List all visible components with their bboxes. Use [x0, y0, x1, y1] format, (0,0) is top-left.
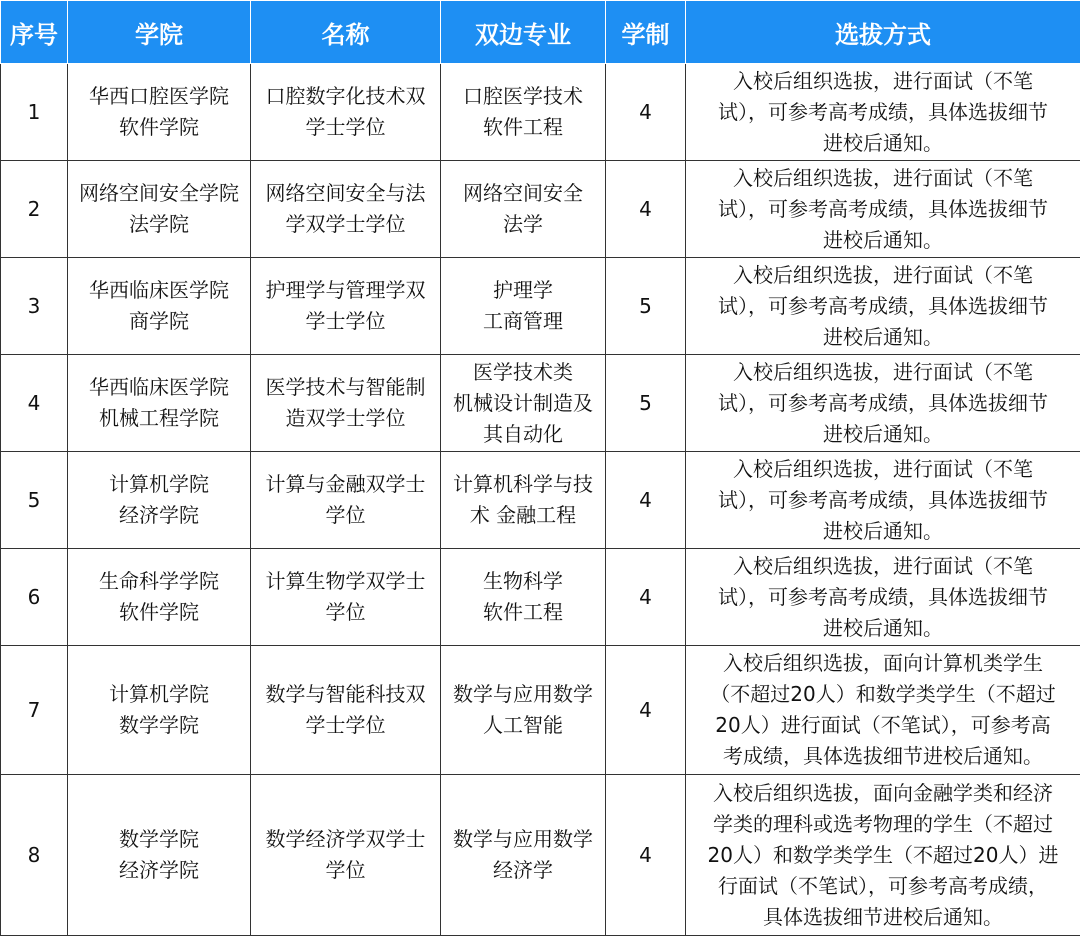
cell-years: 5 [606, 258, 686, 355]
cell-name-line: 造双学士学位 [285, 406, 406, 430]
cell-college-line: 生命科学学院 [99, 569, 219, 593]
cell-majors-line: 软件工程 [483, 115, 563, 139]
cell-name-line: 学士学位 [305, 309, 386, 333]
cell-method-line: 20人）进行面试（不笔试），可参考高 [715, 713, 1051, 737]
cell-college [68, 775, 251, 936]
cell-method-line: 入校后组织选拔，进行面试（不笔 [733, 553, 1033, 578]
header-college: 学院 [68, 1, 251, 64]
cell-method-line: 进校后通知。 [823, 227, 943, 252]
cell-majors [441, 355, 606, 452]
cell-college-line: 数学学院 [119, 827, 199, 851]
cell-college [68, 64, 251, 161]
cell-name-line: 网络空间安全与法 [265, 181, 426, 205]
table-row [1, 355, 1080, 452]
cell-method-line: 试），可参考高考成绩，具体选拔细节 [718, 196, 1048, 221]
cell-college-line: 机械工程学院 [99, 406, 219, 430]
cell-college-line: 软件学院 [119, 600, 199, 624]
table-header-row [1, 1, 1080, 64]
cell-name-line: 学位 [325, 503, 366, 527]
cell-majors-line: 机械设计制造及 [453, 390, 593, 415]
cell-method [686, 355, 1080, 452]
cell-years: 4 [606, 646, 686, 775]
cell-majors-line: 软件工程 [483, 600, 563, 624]
cell-name [251, 355, 441, 452]
cell-years: 4 [606, 161, 686, 258]
cell-majors-line: 数学与应用数学 [453, 827, 593, 851]
cell-name-line: 学位 [325, 600, 366, 624]
cell-method [686, 64, 1080, 161]
cell-majors-line: 人工智能 [483, 713, 563, 737]
cell-majors-line: 经济学 [493, 858, 553, 882]
cell-name [251, 452, 441, 549]
cell-no: 5 [1, 452, 68, 549]
cell-majors [441, 549, 606, 646]
cell-no: 4 [1, 355, 68, 452]
cell-no: 8 [1, 775, 68, 936]
cell-college-line: 计算机学院 [109, 682, 209, 706]
cell-name-line: 医学技术与智能制 [265, 375, 426, 399]
cell-college [68, 355, 251, 452]
cell-no: 1 [1, 64, 68, 161]
cell-method [686, 161, 1080, 258]
cell-method-line: 考成绩，具体选拔细节进校后通知。 [723, 744, 1043, 768]
cell-name [251, 258, 441, 355]
cell-majors-line: 计算机科学与技 [453, 472, 593, 496]
cell-college-line: 软件学院 [119, 115, 199, 139]
cell-method [686, 258, 1080, 355]
cell-method-line: 试），可参考高考成绩，具体选拔细节 [718, 584, 1048, 609]
cell-name-line: 数学与智能科技双 [265, 682, 426, 706]
cell-college-line: 华西临床医学院 [89, 375, 229, 399]
cell-majors [441, 775, 606, 936]
cell-method-line: 20人）和数学类学生（不超过20人）进 [707, 842, 1059, 867]
cell-method-line: 试），可参考高考成绩，具体选拔细节 [718, 487, 1048, 512]
cell-college [68, 258, 251, 355]
cell-majors-line: 工商管理 [483, 309, 563, 333]
cell-method-line: 具体选拔细节进校后通知。 [763, 904, 1003, 929]
header-years: 学制 [606, 1, 686, 64]
table-row [1, 775, 1080, 936]
cell-name [251, 775, 441, 936]
cell-method-line: 进校后通知。 [823, 130, 943, 155]
table-row [1, 452, 1080, 549]
table-row [1, 549, 1080, 646]
cell-name-line: 口腔数字化技术双 [265, 84, 426, 108]
cell-years: 5 [606, 355, 686, 452]
cell-majors-line: 其自动化 [483, 421, 563, 446]
cell-college-line: 法学院 [129, 212, 189, 236]
cell-method-line: 入校后组织选拔，面向计算机类学生 [723, 651, 1043, 675]
cell-years: 4 [606, 64, 686, 161]
cell-method-line: 试），可参考高考成绩，具体选拔细节 [718, 99, 1048, 124]
table-row [1, 646, 1080, 775]
cell-name [251, 161, 441, 258]
header-majors: 双边专业 [441, 1, 606, 64]
cell-method [686, 549, 1080, 646]
cell-method-line: 入校后组织选拔，进行面试（不笔 [733, 456, 1033, 481]
cell-name [251, 64, 441, 161]
cell-majors [441, 646, 606, 775]
cell-majors [441, 161, 606, 258]
table-body [1, 64, 1080, 936]
cell-college [68, 646, 251, 775]
table-row [1, 64, 1080, 161]
cell-majors-line: 医学技术类 [473, 359, 573, 384]
cell-college-line: 计算机学院 [109, 472, 209, 496]
cell-method-line: 行面试（不笔试），可参考高考成绩， [718, 873, 1048, 898]
cell-years: 4 [606, 452, 686, 549]
cell-college-line: 华西口腔医学院 [89, 84, 229, 108]
cell-name-line: 计算与金融双学士 [265, 472, 426, 496]
cell-method-line: 入校后组织选拔，进行面试（不笔 [733, 262, 1033, 287]
cell-name-line: 学双学士学位 [285, 212, 406, 236]
table-row [1, 258, 1080, 355]
cell-majors-line: 生物科学 [483, 569, 563, 593]
cell-method [686, 775, 1080, 936]
cell-method-line: 进校后通知。 [823, 324, 943, 349]
cell-no: 2 [1, 161, 68, 258]
cell-college-line: 经济学院 [119, 858, 199, 882]
cell-majors [441, 452, 606, 549]
cell-method-line: 进校后通知。 [823, 615, 943, 640]
cell-college [68, 549, 251, 646]
cell-name-line: 数学经济学双学士 [265, 827, 426, 851]
cell-college [68, 452, 251, 549]
cell-method-line: 试），可参考高考成绩，具体选拔细节 [718, 390, 1048, 415]
cell-college-line: 商学院 [129, 309, 189, 333]
cell-method-line: 入校后组织选拔，进行面试（不笔 [733, 68, 1033, 93]
cell-majors-line: 护理学 [493, 278, 553, 302]
cell-name-line: 计算生物学双学士 [265, 569, 426, 593]
cell-college [68, 161, 251, 258]
cell-college-line: 华西临床医学院 [89, 278, 229, 302]
cell-majors-line: 数学与应用数学 [453, 682, 593, 706]
cell-majors-line: 网络空间安全 [463, 181, 583, 205]
cell-method-line: 学类的理科或选考物理的学生（不超过 [713, 811, 1053, 836]
cell-name [251, 549, 441, 646]
cell-method [686, 646, 1080, 775]
cell-majors-line: 法学 [503, 212, 543, 236]
cell-method-line: 入校后组织选拔，面向金融学类和经济 [713, 780, 1053, 805]
cell-no: 3 [1, 258, 68, 355]
header-name: 名称 [251, 1, 441, 64]
cell-college-line: 网络空间安全学院 [79, 181, 239, 205]
cell-no: 7 [1, 646, 68, 775]
cell-years: 4 [606, 549, 686, 646]
cell-name-line: 学士学位 [305, 115, 386, 139]
cell-method-line: （不超过20人）和数学类学生（不超过 [710, 682, 1056, 706]
cell-college-line: 经济学院 [119, 503, 199, 527]
cell-no: 6 [1, 549, 68, 646]
header-no: 序号 [1, 1, 68, 64]
table-row [1, 161, 1080, 258]
cell-majors-line: 术 金融工程 [469, 503, 577, 527]
header-method: 选拔方式 [686, 1, 1080, 64]
cell-college-line: 数学学院 [119, 713, 199, 737]
cell-majors [441, 258, 606, 355]
cell-method-line: 进校后通知。 [823, 421, 943, 446]
cell-method-line: 试），可参考高考成绩，具体选拔细节 [718, 293, 1048, 318]
cell-method-line: 入校后组织选拔，进行面试（不笔 [733, 359, 1033, 384]
cell-method-line: 入校后组织选拔，进行面试（不笔 [733, 165, 1033, 190]
cell-name [251, 646, 441, 775]
cell-name-line: 学士学位 [305, 713, 386, 737]
cell-majors [441, 64, 606, 161]
cell-years: 4 [606, 775, 686, 936]
cell-method [686, 452, 1080, 549]
cell-majors-line: 口腔医学技术 [463, 84, 583, 108]
cell-name-line: 护理学与管理学双 [265, 278, 426, 302]
cell-name-line: 学位 [325, 858, 366, 882]
cell-method-line: 进校后通知。 [823, 518, 943, 543]
